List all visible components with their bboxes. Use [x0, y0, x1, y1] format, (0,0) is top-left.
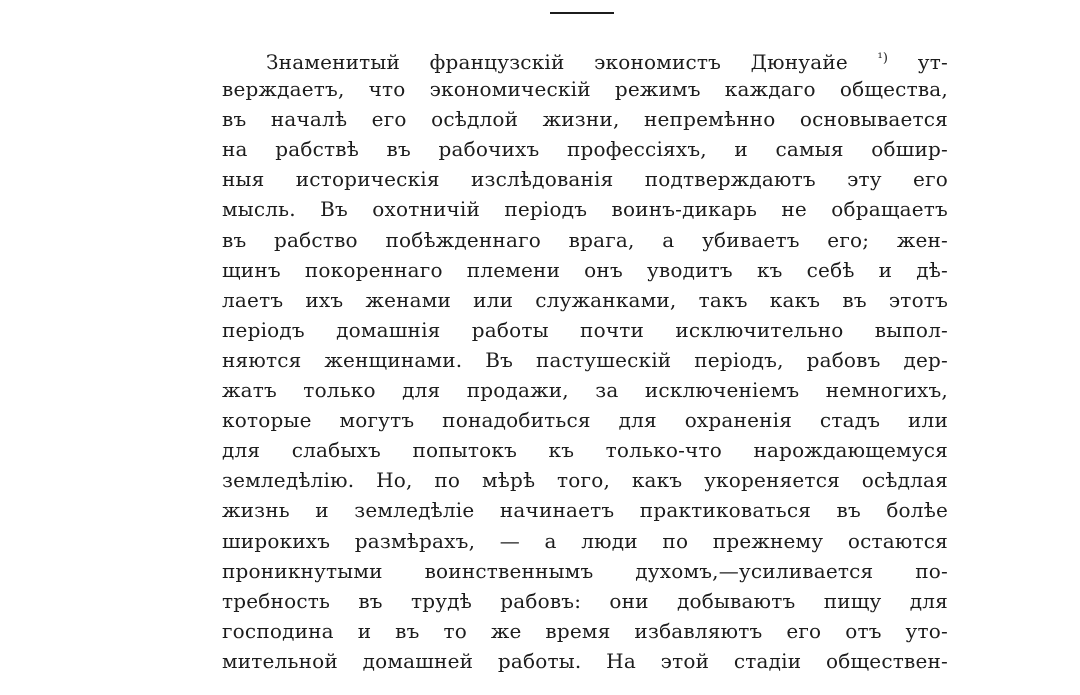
text-line: земледѣлію. Но, по мѣрѣ того, какъ укореняется осѣдлая — [222, 468, 948, 493]
section-divider — [550, 12, 614, 14]
text-line: широкихъ размѣрахъ, — а люди по прежнему остаются — [222, 528, 948, 553]
text-line: періодъ домашнія работы почти исключительно выпол- — [222, 317, 948, 342]
text-line: щинъ покореннаго племени онъ уводитъ къ себѣ и дѣ- — [222, 257, 948, 282]
text-line: требность въ трудѣ рабовъ: они добываютъ пищу для — [222, 588, 948, 613]
text-line: для слабыхъ попытокъ къ только-что нарождающемуся — [222, 438, 948, 463]
text-line: мысль. Въ охотничій періодъ воинъ-дикарь не обращаетъ — [222, 197, 948, 222]
text-line: проникнутыми воинственнымъ духомъ,—усиливается по- — [222, 558, 948, 583]
text-line: няются женщинами. Въ пастушескій періодъ, рабовъ дер- — [222, 347, 948, 372]
text-line: жизнь и земледѣліе начинаетъ практиковаться въ болѣе — [222, 498, 948, 523]
text-line: на рабствѣ въ рабочихъ профессіяхъ, и самыя обшир- — [222, 137, 948, 162]
footnote-marker: ¹) — [877, 51, 889, 66]
text-line: ныя историческія изслѣдованія подтверждаютъ эту его — [222, 167, 948, 192]
text-line: лаетъ ихъ женами или служанками, такъ какъ въ этотъ — [222, 287, 948, 312]
text-line: мительной домашней работы. На этой стадіи обществен- — [222, 648, 948, 673]
text-line: которые могутъ понадобиться для охраненія стадъ или — [222, 408, 948, 433]
text-line: господина и въ то же время избавляютъ его отъ уто- — [222, 618, 948, 643]
text-line: Знаменитый французскій экономистъ Дюнуайе $^{^1)}$ ут- — [266, 50, 948, 74]
text-line: жатъ только для продажи, за исключеніемъ немногихъ, — [222, 378, 948, 403]
text-line: въ рабство побѣжденнаго врага, а убиваетъ его; жен- — [222, 227, 948, 252]
text-line: въ началѣ его осѣдлой жизни, непремѣнно основывается — [222, 107, 948, 132]
body-text — [222, 44, 948, 676]
text-line: верждаетъ, что экономическій режимъ каждаго общества, — [222, 77, 948, 102]
